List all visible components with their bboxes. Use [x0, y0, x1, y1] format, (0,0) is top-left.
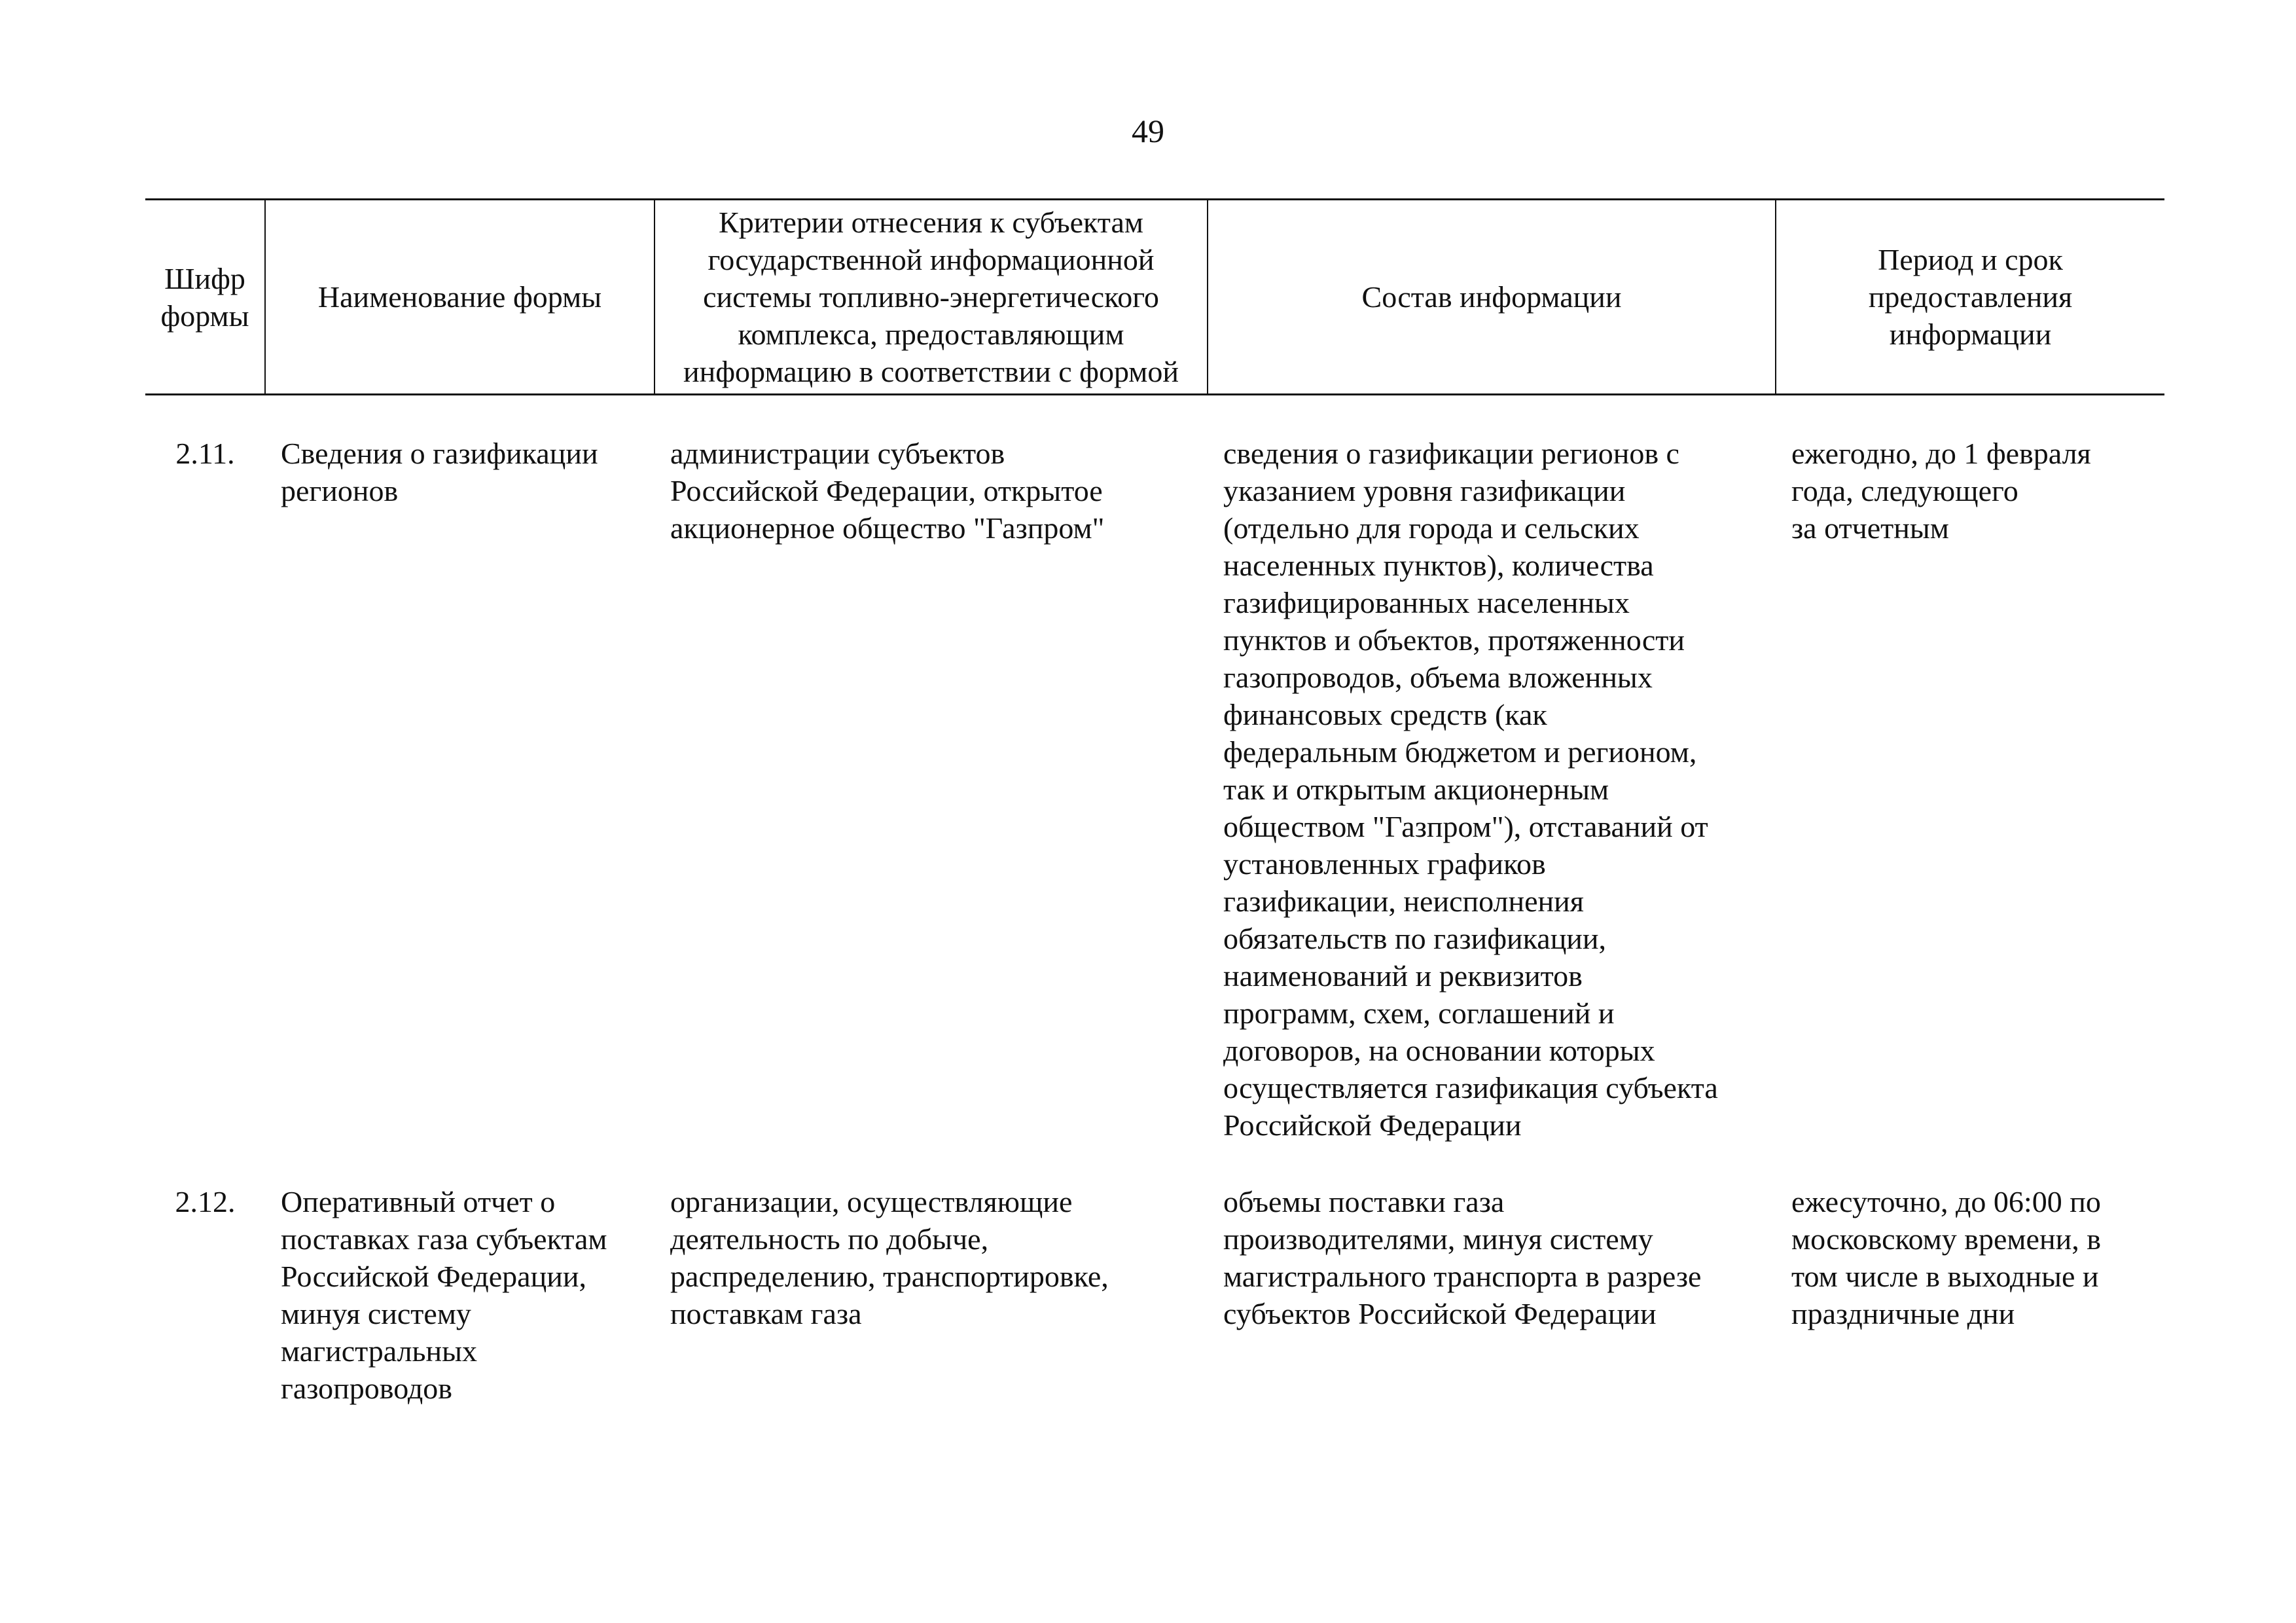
header-form-name: Наименование формы — [265, 200, 655, 395]
header-content: Состав информации — [1208, 200, 1776, 395]
spacer-row — [145, 1144, 2164, 1183]
table-body — [145, 395, 2164, 1408]
row-period: ежегодно, до 1 февраля года, следующего за отчетным — [1791, 437, 2091, 545]
row-form-code: 2.11. — [175, 437, 235, 470]
header-row — [145, 200, 2164, 395]
table-row — [145, 1183, 2164, 1407]
spacer-row — [145, 395, 2164, 435]
table-header — [145, 200, 2164, 395]
row-form-name: Оперативный отчет о поставках газа субъектам Российской Федерации, минуя систему магистральных газопроводов — [281, 1185, 607, 1405]
header-criteria: Критерии отнесения к субъектам государственной информационной системы топливно-энергетического комплекса, предоставляющим информацию в соответствии с формой — [655, 200, 1208, 395]
row-form-name: Сведения о газификации регионов — [281, 437, 598, 507]
row-criteria: администрации субъектов Российской Федерации, открытое акционерное общество "Газпром" — [670, 437, 1105, 545]
row-criteria: организации, осуществляющие деятельность по добыче, распределению, транспортировке, поставкам газа — [670, 1185, 1109, 1330]
header-period: Период и срок предоставления информации — [1776, 200, 2164, 395]
table-row — [145, 435, 2164, 1144]
page-number: 49 — [1132, 113, 1164, 149]
header-form-code: Шифр формы — [145, 200, 265, 395]
row-content: сведения о газификации регионов с указанием уровня газификации (отдельно для города и сельских населенных пунктов), количества газифицированных населенных пунктов и объектов, протяженности газопроводов, объема вложенных финансовых средств (как федеральным бюджетом и регионом, так и открытым акционерным обществом "Газпром"), отставаний от установленных графиков газификации, неисполнения обязательств по газификации, наименований и реквизитов программ, схем, соглашений и договоров, на основании которых осуществляется газификация субъекта Российской Федерации — [1223, 437, 1718, 1142]
forms-table — [145, 198, 2164, 1407]
row-content: объемы поставки газа производителями, минуя систему магистрального транспорта в разрезе субъектов Российской Федерации — [1223, 1185, 1702, 1330]
forms-table-container — [145, 198, 2164, 1407]
row-form-code: 2.12. — [175, 1185, 236, 1218]
row-period: ежесуточно, до 06:00 по московскому времени, в том числе в выходные и праздничные дни — [1791, 1185, 2101, 1330]
